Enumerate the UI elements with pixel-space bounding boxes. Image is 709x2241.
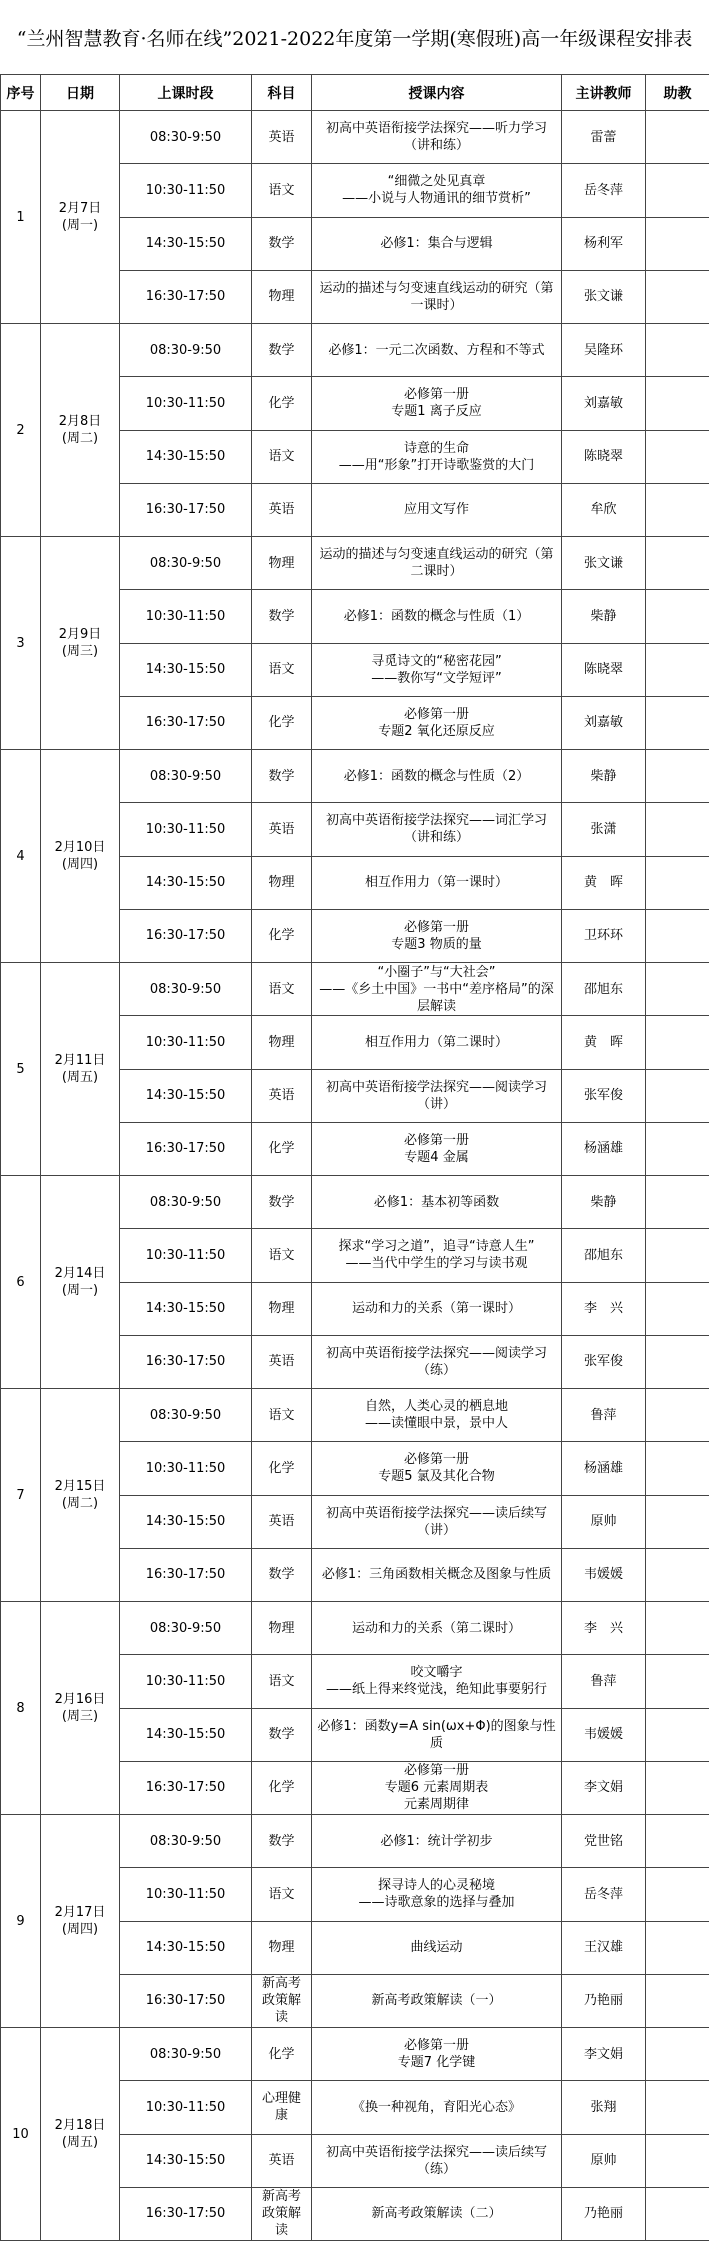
day-date: 2月18日 (周五) (41, 2028, 120, 2241)
schedule-body (1, 111, 709, 2241)
session-time: 08:30-9:50 (120, 1389, 252, 1442)
session-subject: 语文 (252, 1868, 312, 1921)
session-subject: 新高考 政策解 读 (252, 1974, 312, 2027)
session-subject: 数学 (252, 1176, 312, 1229)
table-row (1, 1176, 709, 1229)
session-time: 16:30-17:50 (120, 909, 252, 962)
day-number: 5 (1, 963, 41, 1176)
session-time: 16:30-17:50 (120, 1335, 252, 1388)
session-teacher: 黄 晖 (562, 1016, 646, 1069)
session-time: 14:30-15:50 (120, 430, 252, 483)
session-assistant (646, 1974, 709, 2027)
session-assistant (646, 1335, 709, 1388)
session-content: 必修1：统计学初步 (312, 1815, 562, 1868)
session-subject: 化学 (252, 1442, 312, 1495)
session-content: 必修第一册 专题1 离子反应 (312, 377, 562, 430)
day-date: 2月16日 (周三) (41, 1602, 120, 1815)
table-row (1, 963, 709, 1016)
session-teacher: 刘嘉敏 (562, 377, 646, 430)
header-time: 上课时段 (120, 75, 252, 111)
session-content: 必修1：集合与逻辑 (312, 217, 562, 270)
session-subject: 化学 (252, 909, 312, 962)
day-number: 6 (1, 1176, 41, 1389)
session-assistant (646, 1282, 709, 1335)
session-content: 初高中英语衔接学法探究——词汇学习（讲和练） (312, 803, 562, 856)
session-assistant (646, 164, 709, 217)
session-content: 初高中英语衔接学法探究——读后续写（练） (312, 2134, 562, 2187)
session-subject: 英语 (252, 2134, 312, 2187)
session-assistant (646, 963, 709, 1016)
session-subject: 数学 (252, 1548, 312, 1601)
session-assistant (646, 856, 709, 909)
session-teacher: 雷蕾 (562, 111, 646, 164)
session-content: 相互作用力（第一课时） (312, 856, 562, 909)
session-assistant (646, 643, 709, 696)
session-time: 16:30-17:50 (120, 1548, 252, 1601)
session-teacher: 邵旭东 (562, 963, 646, 1016)
session-teacher: 鲁萍 (562, 1655, 646, 1708)
session-time: 10:30-11:50 (120, 590, 252, 643)
day-number: 8 (1, 1602, 41, 1815)
session-assistant (646, 1708, 709, 1761)
session-content: 探求“学习之道”，追寻“诗意人生” ——当代中学生的学习与读书观 (312, 1229, 562, 1282)
session-assistant (646, 803, 709, 856)
session-time: 16:30-17:50 (120, 1122, 252, 1175)
session-teacher: 李 兴 (562, 1602, 646, 1655)
schedule-table (0, 74, 709, 2241)
session-teacher: 陈晓翠 (562, 430, 646, 483)
session-assistant (646, 1069, 709, 1122)
session-content: 必修第一册 专题5 氯及其化合物 (312, 1442, 562, 1495)
table-row (1, 2028, 709, 2081)
session-subject: 物理 (252, 1602, 312, 1655)
session-teacher: 卫环环 (562, 909, 646, 962)
session-subject: 英语 (252, 483, 312, 536)
session-content: 寻觅诗文的“秘密花园” ——教你写“文学短评” (312, 643, 562, 696)
session-subject: 物理 (252, 270, 312, 323)
session-teacher: 李文娟 (562, 1761, 646, 1814)
session-content: 必修第一册 专题7 化学键 (312, 2028, 562, 2081)
session-content: 相互作用力（第二课时） (312, 1016, 562, 1069)
session-time: 14:30-15:50 (120, 1282, 252, 1335)
day-number: 10 (1, 2028, 41, 2241)
session-teacher: 吴隆环 (562, 324, 646, 377)
session-content: 必修1：基本初等函数 (312, 1176, 562, 1229)
session-assistant (646, 483, 709, 536)
header-teacher: 主讲教师 (562, 75, 646, 111)
session-teacher: 李文娟 (562, 2028, 646, 2081)
session-assistant (646, 1229, 709, 1282)
header-assistant: 助教 (646, 75, 709, 111)
session-time: 16:30-17:50 (120, 696, 252, 749)
session-time: 08:30-9:50 (120, 111, 252, 164)
day-date: 2月15日 (周二) (41, 1389, 120, 1602)
session-teacher: 杨利军 (562, 217, 646, 270)
session-subject: 数学 (252, 1815, 312, 1868)
session-subject: 物理 (252, 1921, 312, 1974)
session-teacher: 刘嘉敏 (562, 696, 646, 749)
session-content: 必修第一册 专题2 氧化还原反应 (312, 696, 562, 749)
session-teacher: 韦媛媛 (562, 1708, 646, 1761)
header-no: 序号 (1, 75, 41, 111)
session-assistant (646, 217, 709, 270)
session-time: 10:30-11:50 (120, 164, 252, 217)
session-subject: 语文 (252, 1655, 312, 1708)
day-date: 2月8日 (周二) (41, 324, 120, 537)
day-number: 3 (1, 537, 41, 750)
session-assistant (646, 2081, 709, 2134)
day-number: 4 (1, 750, 41, 963)
session-subject: 英语 (252, 803, 312, 856)
day-number: 1 (1, 111, 41, 324)
session-teacher: 岳冬萍 (562, 164, 646, 217)
session-teacher: 张军俊 (562, 1335, 646, 1388)
session-teacher: 杨涵雄 (562, 1442, 646, 1495)
session-time: 10:30-11:50 (120, 2081, 252, 2134)
session-content: 必修1：一元二次函数、方程和不等式 (312, 324, 562, 377)
session-content: 应用文写作 (312, 483, 562, 536)
session-content: 新高考政策解读（一） (312, 1974, 562, 2027)
session-assistant (646, 2028, 709, 2081)
session-time: 10:30-11:50 (120, 1868, 252, 1921)
session-subject: 化学 (252, 2028, 312, 2081)
session-teacher: 张军俊 (562, 1069, 646, 1122)
session-time: 14:30-15:50 (120, 217, 252, 270)
day-date: 2月11日 (周五) (41, 963, 120, 1176)
session-subject: 新高考 政策解 读 (252, 2187, 312, 2240)
session-subject: 语文 (252, 963, 312, 1016)
session-teacher: 韦媛媛 (562, 1548, 646, 1601)
session-content: 初高中英语衔接学法探究——听力学习（讲和练） (312, 111, 562, 164)
day-date: 2月14日 (周一) (41, 1176, 120, 1389)
session-assistant (646, 1868, 709, 1921)
session-assistant (646, 111, 709, 164)
session-assistant (646, 750, 709, 803)
table-row (1, 750, 709, 803)
session-subject: 数学 (252, 324, 312, 377)
session-subject: 物理 (252, 856, 312, 909)
session-assistant (646, 430, 709, 483)
session-assistant (646, 590, 709, 643)
session-time: 10:30-11:50 (120, 1229, 252, 1282)
session-subject: 物理 (252, 1282, 312, 1335)
session-time: 08:30-9:50 (120, 1815, 252, 1868)
session-time: 10:30-11:50 (120, 1016, 252, 1069)
session-time: 14:30-15:50 (120, 1921, 252, 1974)
session-time: 14:30-15:50 (120, 2134, 252, 2187)
session-content: 初高中英语衔接学法探究——读后续写（讲） (312, 1495, 562, 1548)
session-content: 必修1：函数y=A sin(ωx+Φ)的图象与性质 (312, 1708, 562, 1761)
session-assistant (646, 1921, 709, 1974)
session-teacher: 岳冬萍 (562, 1868, 646, 1921)
header-subject: 科目 (252, 75, 312, 111)
session-time: 10:30-11:50 (120, 803, 252, 856)
session-subject: 数学 (252, 217, 312, 270)
session-content: 运动的描述与匀变速直线运动的研究（第一课时） (312, 270, 562, 323)
session-subject: 化学 (252, 696, 312, 749)
session-content: 必修1：函数的概念与性质（2） (312, 750, 562, 803)
session-content: 自然，人类心灵的栖息地 ——读懂眼中景，景中人 (312, 1389, 562, 1442)
session-time: 16:30-17:50 (120, 1761, 252, 1814)
session-assistant (646, 1655, 709, 1708)
session-time: 16:30-17:50 (120, 2187, 252, 2240)
session-content: 咬文嚼字 ——纸上得来终觉浅，绝知此事要躬行 (312, 1655, 562, 1708)
session-assistant (646, 2187, 709, 2240)
table-row (1, 537, 709, 590)
day-date: 2月7日 (周一) (41, 111, 120, 324)
header-date: 日期 (41, 75, 120, 111)
session-teacher: 邵旭东 (562, 1229, 646, 1282)
session-subject: 英语 (252, 1495, 312, 1548)
session-assistant (646, 270, 709, 323)
session-teacher: 王汉雄 (562, 1921, 646, 1974)
session-assistant (646, 1495, 709, 1548)
session-time: 14:30-15:50 (120, 1708, 252, 1761)
session-teacher: 杨涵雄 (562, 1122, 646, 1175)
session-subject: 英语 (252, 1335, 312, 1388)
session-teacher: 柴静 (562, 1176, 646, 1229)
session-assistant (646, 1389, 709, 1442)
table-row (1, 111, 709, 164)
table-row (1, 1602, 709, 1655)
session-teacher: 柴静 (562, 590, 646, 643)
session-content: “小圈子”与“大社会” ——《乡土中国》一书中“差序格局”的深层解读 (312, 963, 562, 1016)
session-content: 运动和力的关系（第一课时） (312, 1282, 562, 1335)
day-number: 7 (1, 1389, 41, 1602)
session-assistant (646, 1016, 709, 1069)
session-assistant (646, 377, 709, 430)
session-time: 14:30-15:50 (120, 643, 252, 696)
session-content: 新高考政策解读（二） (312, 2187, 562, 2240)
session-content: 《换一种视角，育阳光心态》 (312, 2081, 562, 2134)
session-teacher: 柴静 (562, 750, 646, 803)
session-subject: 数学 (252, 590, 312, 643)
session-content: “细微之处见真章 ——小说与人物通讯的细节赏析” (312, 164, 562, 217)
table-row (1, 1815, 709, 1868)
day-date: 2月9日 (周三) (41, 537, 120, 750)
session-time: 08:30-9:50 (120, 324, 252, 377)
day-date: 2月10日 (周四) (41, 750, 120, 963)
session-assistant (646, 1815, 709, 1868)
session-content: 运动和力的关系（第二课时） (312, 1602, 562, 1655)
session-teacher: 乃艳丽 (562, 2187, 646, 2240)
session-teacher: 李 兴 (562, 1282, 646, 1335)
session-assistant (646, 537, 709, 590)
session-assistant (646, 696, 709, 749)
session-subject: 化学 (252, 377, 312, 430)
session-assistant (646, 1176, 709, 1229)
session-time: 08:30-9:50 (120, 963, 252, 1016)
session-content: 探寻诗人的心灵秘境 ——诗歌意象的选择与叠加 (312, 1868, 562, 1921)
session-assistant (646, 1548, 709, 1601)
session-assistant (646, 324, 709, 377)
session-time: 08:30-9:50 (120, 1176, 252, 1229)
session-teacher: 黄 晖 (562, 856, 646, 909)
session-subject: 语文 (252, 1229, 312, 1282)
session-time: 10:30-11:50 (120, 377, 252, 430)
session-subject: 化学 (252, 1122, 312, 1175)
session-teacher: 张文谦 (562, 537, 646, 590)
session-time: 08:30-9:50 (120, 2028, 252, 2081)
session-time: 14:30-15:50 (120, 856, 252, 909)
session-assistant (646, 1122, 709, 1175)
session-content: 运动的描述与匀变速直线运动的研究（第二课时） (312, 537, 562, 590)
session-subject: 物理 (252, 1016, 312, 1069)
session-assistant (646, 1761, 709, 1814)
session-teacher: 党世铭 (562, 1815, 646, 1868)
day-number: 2 (1, 324, 41, 537)
session-teacher: 陈晓翠 (562, 643, 646, 696)
header-content: 授课内容 (312, 75, 562, 111)
session-teacher: 张文谦 (562, 270, 646, 323)
session-subject: 英语 (252, 1069, 312, 1122)
session-subject: 语文 (252, 1389, 312, 1442)
session-content: 必修第一册 专题3 物质的量 (312, 909, 562, 962)
table-row (1, 1389, 709, 1442)
session-teacher: 乃艳丽 (562, 1974, 646, 2027)
session-subject: 英语 (252, 111, 312, 164)
session-assistant (646, 909, 709, 962)
session-time: 16:30-17:50 (120, 270, 252, 323)
header-row (1, 75, 709, 111)
session-time: 08:30-9:50 (120, 537, 252, 590)
session-time: 08:30-9:50 (120, 1602, 252, 1655)
session-subject: 心理健 康 (252, 2081, 312, 2134)
session-subject: 物理 (252, 537, 312, 590)
session-assistant (646, 1442, 709, 1495)
page-title: “兰州智慧教育·名师在线”2021-2022年度第一学期(寒假班)高一年级课程安排表 (0, 0, 709, 74)
table-row (1, 324, 709, 377)
session-time: 10:30-11:50 (120, 1442, 252, 1495)
day-date: 2月17日 (周四) (41, 1815, 120, 2028)
session-content: 初高中英语衔接学法探究——阅读学习（练） (312, 1335, 562, 1388)
session-content: 必修第一册 专题6 元素周期表 元素周期律 (312, 1761, 562, 1814)
session-content: 必修1：函数的概念与性质（1） (312, 590, 562, 643)
session-assistant (646, 1602, 709, 1655)
session-time: 16:30-17:50 (120, 483, 252, 536)
session-content: 必修1：三角函数相关概念及图象与性质 (312, 1548, 562, 1601)
session-time: 08:30-9:50 (120, 750, 252, 803)
session-teacher: 张翔 (562, 2081, 646, 2134)
session-subject: 化学 (252, 1761, 312, 1814)
session-content: 必修第一册 专题4 金属 (312, 1122, 562, 1175)
session-time: 14:30-15:50 (120, 1495, 252, 1548)
session-content: 曲线运动 (312, 1921, 562, 1974)
session-teacher: 原帅 (562, 2134, 646, 2187)
session-time: 10:30-11:50 (120, 1655, 252, 1708)
session-content: 初高中英语衔接学法探究——阅读学习（讲） (312, 1069, 562, 1122)
session-time: 14:30-15:50 (120, 1069, 252, 1122)
day-number: 9 (1, 1815, 41, 2028)
session-subject: 语文 (252, 643, 312, 696)
session-time: 16:30-17:50 (120, 1974, 252, 2027)
session-teacher: 原帅 (562, 1495, 646, 1548)
session-content: 诗意的生命 ——用“形象”打开诗歌鉴赏的大门 (312, 430, 562, 483)
session-subject: 数学 (252, 1708, 312, 1761)
session-teacher: 鲁萍 (562, 1389, 646, 1442)
session-subject: 语文 (252, 164, 312, 217)
session-subject: 语文 (252, 430, 312, 483)
session-teacher: 张潇 (562, 803, 646, 856)
session-assistant (646, 2134, 709, 2187)
session-subject: 数学 (252, 750, 312, 803)
session-teacher: 牟欣 (562, 483, 646, 536)
